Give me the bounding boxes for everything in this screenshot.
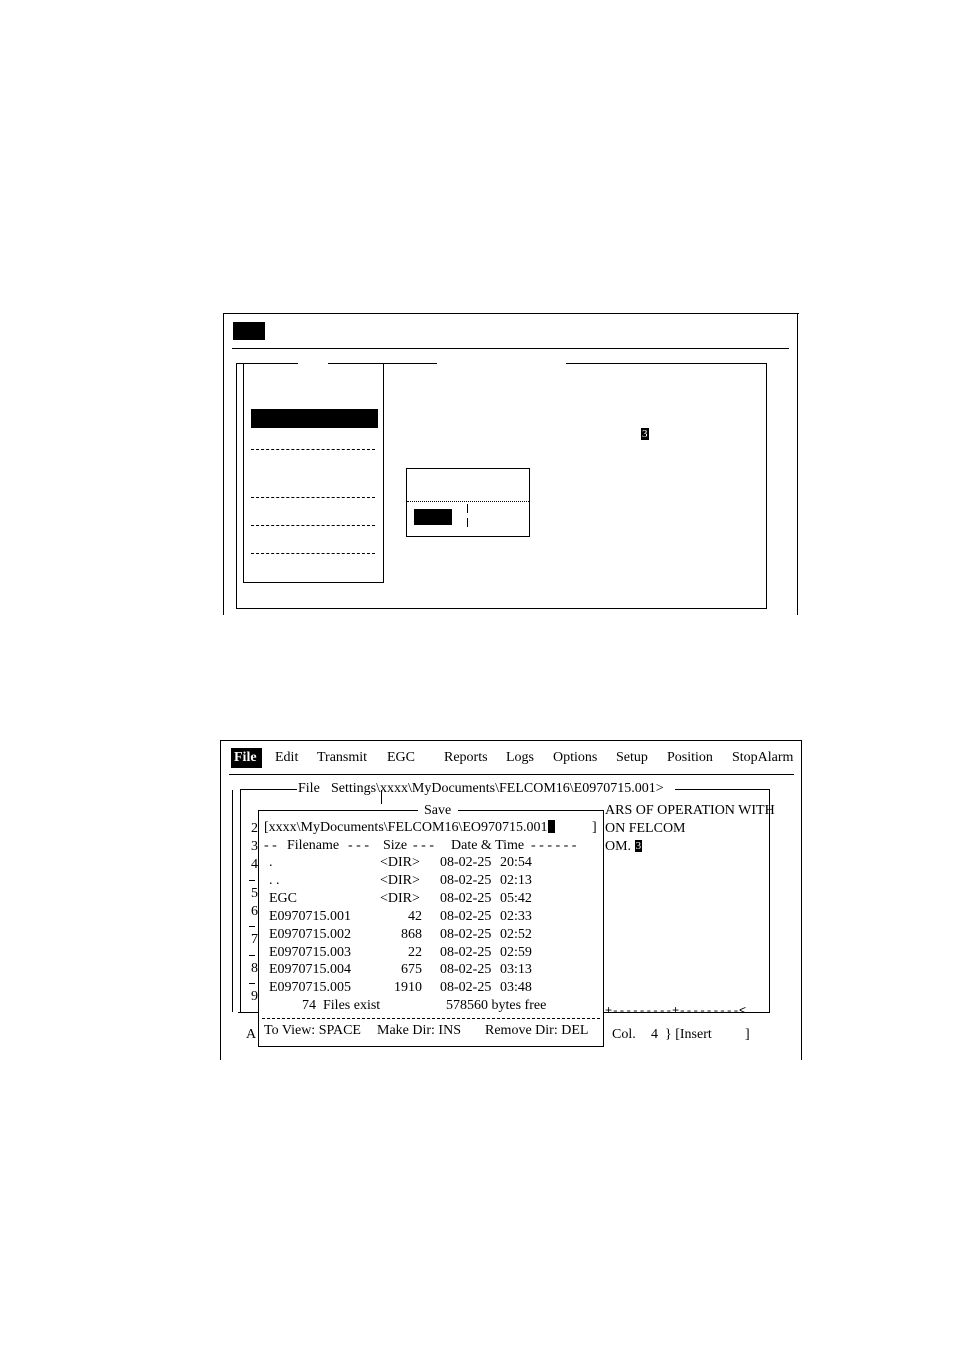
menu-separator [229, 774, 794, 775]
line-number: 3 [251, 839, 258, 854]
footer-view-hint: To View: SPACE [264, 1023, 361, 1038]
top-pulldown-divider [251, 553, 375, 554]
menu-transmit[interactable]: Transmit [317, 750, 368, 765]
status-col-label: Col. [612, 1027, 636, 1042]
top-pulldown-divider [251, 497, 375, 498]
table-row[interactable] [264, 909, 599, 925]
top-sub-dialog-tick [467, 518, 468, 527]
save-path-end: ] [592, 820, 597, 835]
save-dialog-footer-divider [262, 1018, 600, 1019]
file-size: 42 [408, 909, 422, 924]
editor-outer-left [232, 790, 233, 1012]
file-name: . [269, 855, 273, 870]
table-row[interactable] [264, 945, 599, 961]
message-line [605, 839, 642, 855]
save-path-value: [xxxx\MyDocuments\FELCOM16\EO970715.001 [264, 820, 548, 835]
top-sub-dialog-divider [407, 501, 529, 502]
header-datetime: Date & Time [451, 838, 525, 853]
table-row[interactable] [264, 980, 599, 996]
file-name: E0970715.003 [269, 945, 352, 960]
message-line: ARS OF OPERATION WITH [605, 803, 775, 818]
table-row[interactable] [264, 855, 599, 871]
menu-position[interactable]: Position [667, 750, 713, 765]
line-number: 2 [251, 821, 258, 836]
status-mode-end: ] [745, 1027, 750, 1042]
file-time: 03:13 [500, 962, 532, 977]
top-sub-dialog-tick [467, 504, 468, 513]
bottom-screen-left-border [220, 740, 221, 1060]
header-dash: - - - [413, 838, 434, 853]
status-mode: } [Insert [665, 1027, 712, 1042]
file-name: E0970715.001 [269, 909, 352, 924]
file-size: 22 [408, 945, 422, 960]
top-menu-selected-item[interactable] [233, 322, 265, 340]
file-date: 08-02-25 [440, 891, 492, 906]
message-cursor: 3 [635, 840, 642, 852]
save-dialog-title: Save [424, 803, 452, 818]
top-screen-top-border [223, 313, 799, 314]
top-screen-left-border [223, 313, 224, 615]
line-number: 4 [251, 857, 258, 872]
file-size: 868 [401, 927, 422, 942]
file-name: E0970715.005 [269, 980, 352, 995]
top-sub-dialog [406, 468, 530, 537]
file-date: 08-02-25 [440, 945, 492, 960]
table-row[interactable] [264, 962, 599, 978]
file-time: 05:42 [500, 891, 532, 906]
top-cursor-glyph: 3 [642, 428, 648, 440]
file-date: 08-02-25 [440, 962, 492, 977]
bottom-screen-top-border [220, 740, 802, 741]
file-name: E0970715.004 [269, 962, 352, 977]
save-path-cursor [548, 820, 555, 833]
message-line-text: OM. [605, 839, 632, 854]
file-size: <DIR> [380, 855, 420, 870]
header-dash: - - - [348, 838, 369, 853]
top-sub-dialog-selected[interactable] [414, 509, 452, 525]
status-left-fragment: A [246, 1027, 257, 1042]
line-number: 8 [251, 961, 258, 976]
file-size: 1910 [394, 980, 422, 995]
bottom-screen-right-border [801, 740, 802, 1060]
save-path-input[interactable] [264, 820, 555, 836]
file-size: <DIR> [380, 891, 420, 906]
file-time: 20:54 [500, 855, 532, 870]
line-number: 6 [251, 904, 258, 919]
file-size: <DIR> [380, 873, 420, 888]
header-filename: Filename [287, 838, 340, 853]
file-size: 675 [401, 962, 422, 977]
top-menu-separator [232, 348, 789, 349]
footer-remove-dir-hint: Remove Dir: DEL [485, 1023, 589, 1038]
menu-edit[interactable]: Edit [275, 750, 299, 765]
bytes-free: 578560 bytes free [446, 998, 547, 1013]
file-time: 02:33 [500, 909, 532, 924]
menu-egc[interactable]: EGC [387, 750, 415, 765]
file-time: 02:52 [500, 927, 532, 942]
top-pulldown-divider [251, 525, 375, 526]
footer-make-dir-hint: Make Dir: INS [377, 1023, 461, 1038]
top-text-cursor [629, 410, 649, 458]
file-time: 03:48 [500, 980, 532, 995]
header-size: Size [383, 838, 408, 853]
file-date: 08-02-25 [440, 927, 492, 942]
header-dash: - - - - - - [531, 838, 577, 853]
file-date: 08-02-25 [440, 980, 492, 995]
line-number: 5 [251, 886, 258, 901]
line-number: 9 [251, 989, 258, 1004]
file-window-path-caret [381, 790, 382, 804]
menu-file[interactable]: File [234, 750, 257, 765]
ruler: +---------+---------< [605, 1004, 746, 1018]
top-pulldown-divider [251, 449, 375, 450]
top-pulldown-highlight[interactable] [251, 409, 378, 428]
file-time: 02:13 [500, 873, 532, 888]
menu-options[interactable]: Options [553, 750, 598, 765]
file-date: 08-02-25 [440, 909, 492, 924]
menu-setup[interactable]: Setup [616, 750, 648, 765]
header-dash: - - [264, 838, 277, 853]
top-screen-right-border [797, 313, 798, 615]
files-exist-count: 74 Files exist [302, 998, 381, 1013]
line-number: 7 [251, 932, 258, 947]
top-pulldown-menu [243, 363, 384, 583]
file-name: E0970715.002 [269, 927, 352, 942]
file-window-title: File [298, 781, 320, 796]
menu-reports[interactable]: Reports [444, 750, 488, 765]
menu-stopalarm[interactable]: StopAlarm [732, 750, 794, 765]
message-line: ON FELCOM [605, 821, 686, 836]
menu-logs[interactable]: Logs [506, 750, 534, 765]
file-name: . . [269, 873, 280, 888]
file-time: 02:59 [500, 945, 532, 960]
file-date: 08-02-25 [440, 855, 492, 870]
status-col-value: 4 [651, 1027, 658, 1042]
table-row[interactable] [264, 873, 599, 889]
file-window-path: Settings\xxxx\MyDocuments\FELCOM16\E0970715.001> [331, 781, 664, 796]
file-name: EGC [269, 891, 297, 906]
table-row[interactable] [264, 927, 599, 943]
table-row[interactable] [264, 891, 599, 907]
file-date: 08-02-25 [440, 873, 492, 888]
